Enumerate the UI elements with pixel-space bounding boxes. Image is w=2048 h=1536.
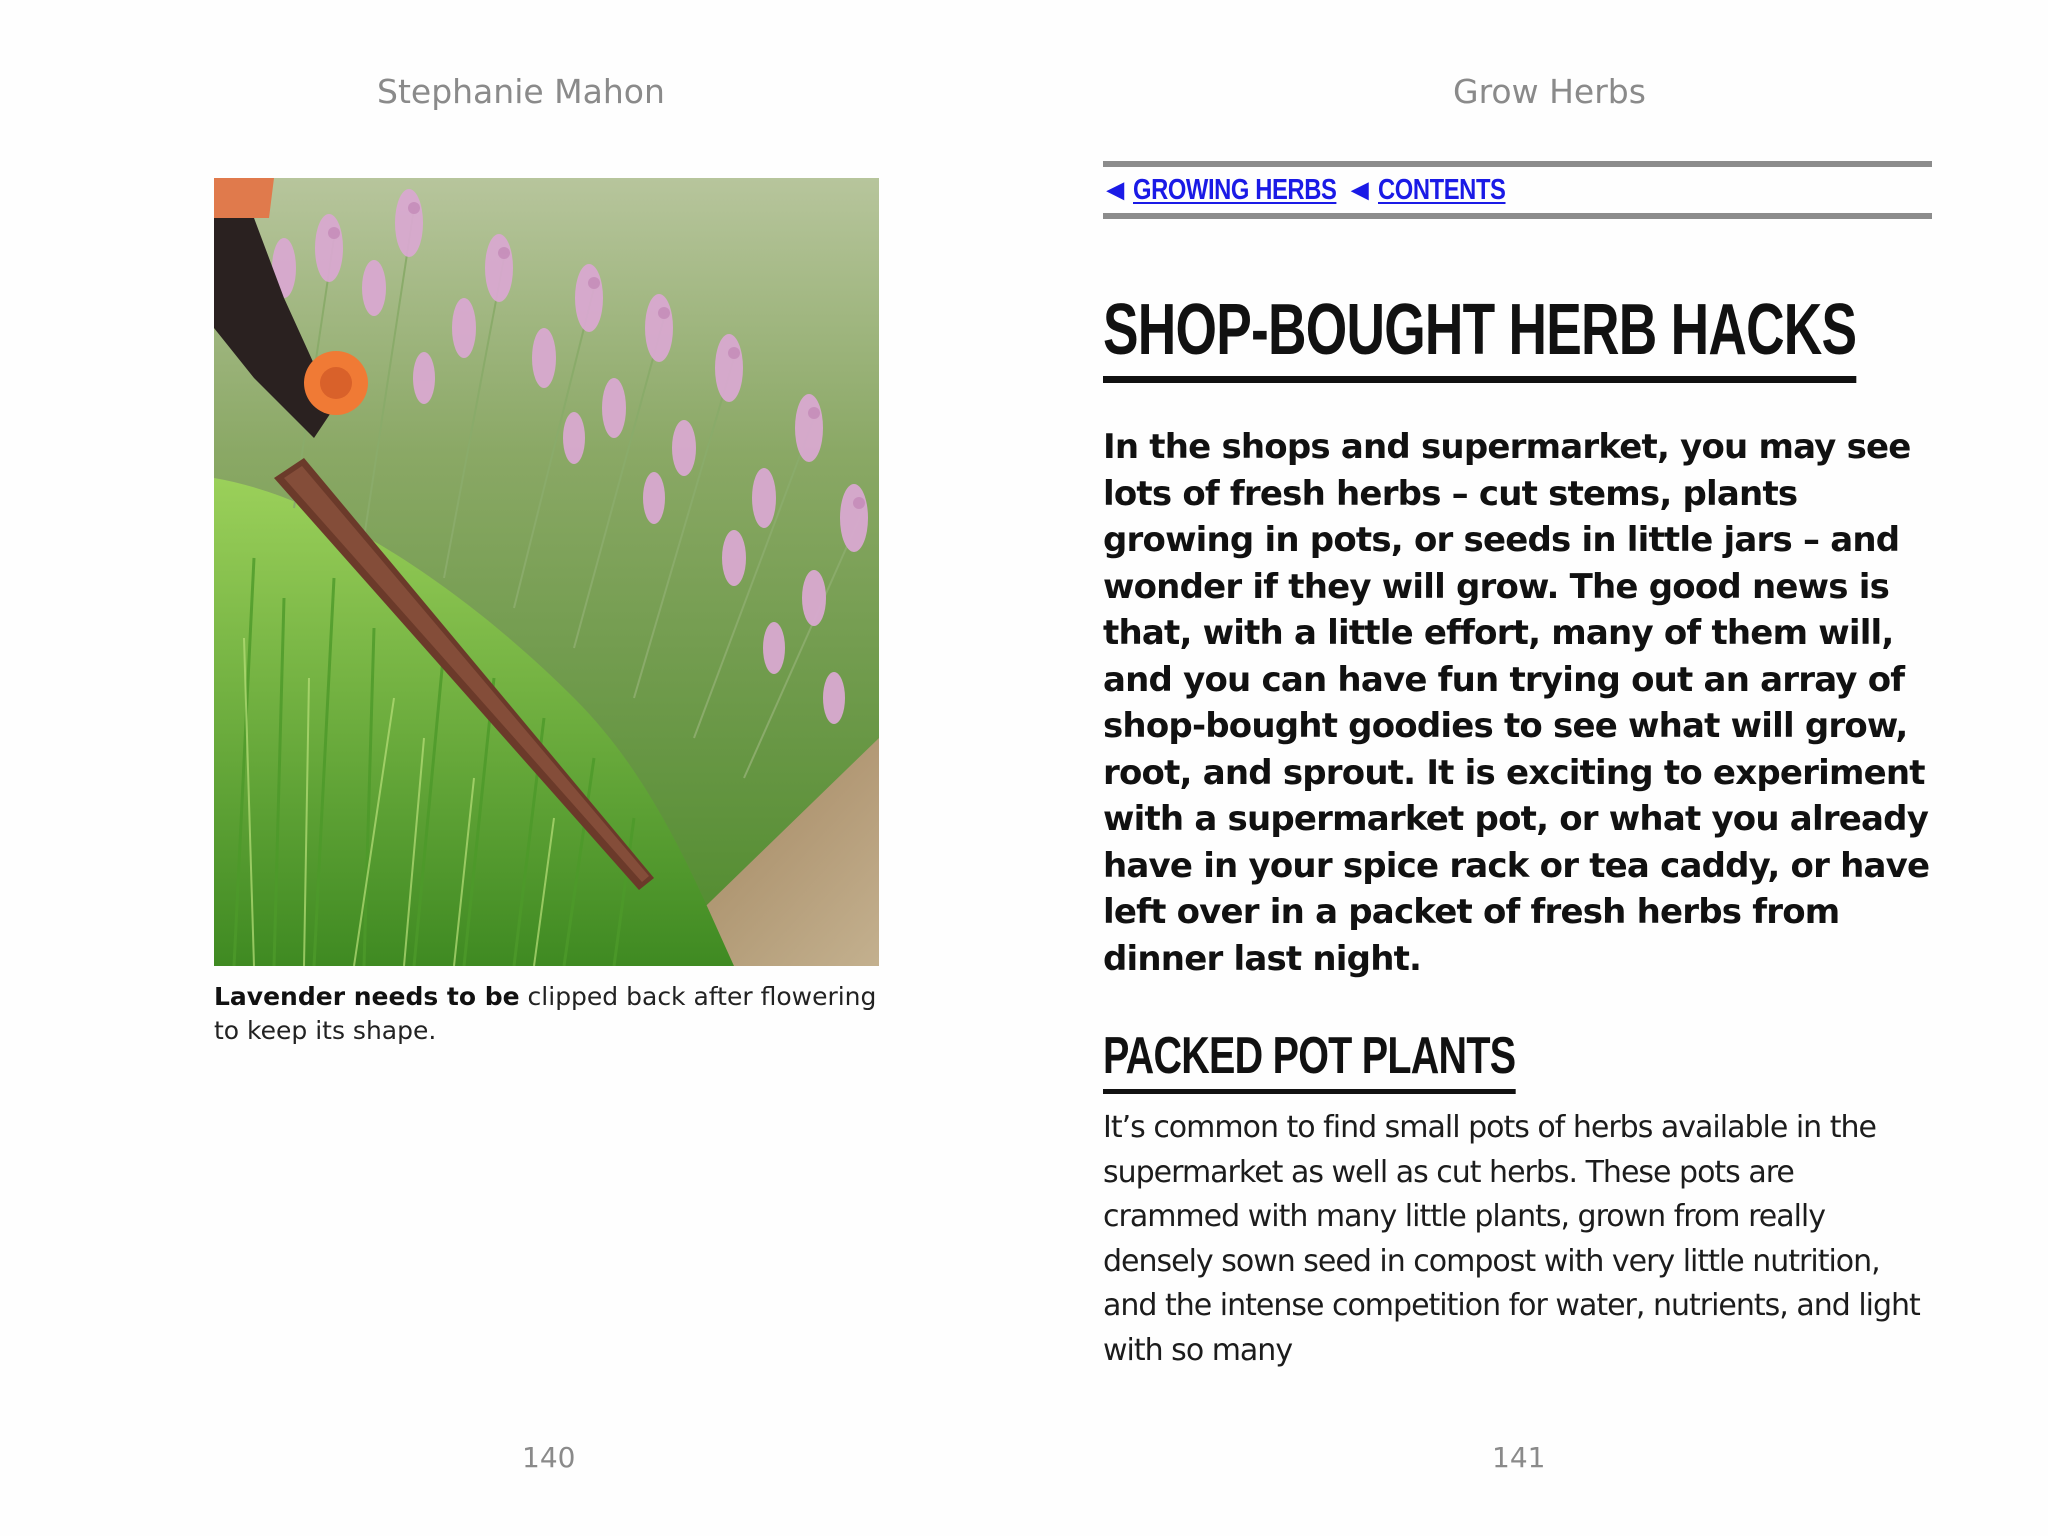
photo-caption: [214, 980, 879, 1048]
running-head-author: Stephanie Mahon: [377, 72, 665, 111]
section-title: SHOP-BOUGHT HERB HACKS: [1103, 290, 1856, 383]
lavender-photo: [214, 178, 879, 966]
caption-text: clipped back after flowering to keep its shape.: [214, 982, 877, 1045]
intro-paragraph: In the shops and supermarket, you may see lots of fresh herbs – cut stems, plants growing in pots, or seeds in little jars – and wonder if they will grow. The good news is that, with a little effort, many of them will, and you can have fun trying out an array of shop-bought goodies to see what will grow, root, and sprout. It is exciting to experiment with a supermarket pot, or what you already have in your spice rack or tea caddy, or have left over in a packet of fresh herbs from dinner last night.: [1103, 427, 1930, 979]
page-number-left: 140: [522, 1441, 576, 1474]
caption-bold-lead: Lavender needs to be: [214, 982, 520, 1011]
back-arrow-icon: ◀: [1107, 177, 1124, 202]
growing-herbs-link[interactable]: GROWING HERBS: [1133, 173, 1337, 206]
back-arrow-icon: ◀: [1351, 177, 1368, 202]
running-head-book-title: Grow Herbs: [1453, 72, 1646, 111]
body-paragraph: It’s common to find small pots of herbs available in the supermarket as well as cut herbs. These pots are crammed with many little plants, grown from really densely sown seed in compost with very little nutrition, and the intense competition for water, nutrients, and light with so many: [1103, 1110, 1920, 1368]
chapter-navigation-bar: [1103, 161, 1932, 219]
contents-link[interactable]: CONTENTS: [1377, 173, 1506, 206]
subsection-heading: PACKED POT PLANTS: [1103, 1027, 1515, 1094]
page-number-right: 141: [1492, 1441, 1546, 1474]
